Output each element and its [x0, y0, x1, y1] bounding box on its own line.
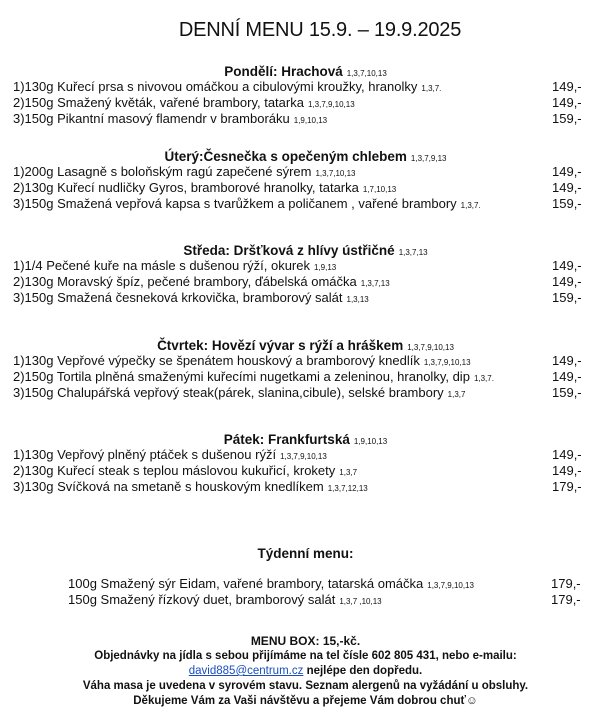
- menu-item: [0, 258, 611, 274]
- dish-price: 179,-: [552, 479, 582, 494]
- email-link[interactable]: david885@centrum.cz: [188, 665, 304, 677]
- dish-price: 149,-: [552, 353, 582, 368]
- dish-price: 149,-: [552, 95, 582, 110]
- dish-price: 149,-: [552, 463, 582, 478]
- menu-item: [0, 447, 611, 463]
- orders-note: nejlépe den dopředu.: [306, 665, 423, 677]
- dish-name: 1)130g Vepřové výpečky se špenátem houskový a bramborový knedlík: [13, 353, 420, 368]
- day-monday: [0, 64, 611, 127]
- dish-allergens: 1,7,10,13: [362, 185, 397, 194]
- dish-allergens: 1,9,13: [314, 263, 337, 272]
- dish-name: 100g Smažený sýr Eidam, vařené brambory, tatarská omáčka: [68, 576, 424, 591]
- dish-price: 159,-: [552, 385, 582, 400]
- dish-allergens: 1,3,7,9,10,13: [427, 581, 474, 590]
- day-soup: Pondělí: Hrachová: [224, 64, 343, 79]
- dish-name: 150g Smažený řízkový duet, bramborový salát: [68, 592, 336, 607]
- menu-item: [0, 353, 611, 369]
- menu-item: [0, 79, 611, 95]
- dish-allergens: 1,3,7,9,10,13: [423, 358, 471, 367]
- dish-price: 149,-: [552, 79, 582, 94]
- day-friday: [0, 432, 611, 495]
- dish-name: 3)150g Chalupářská vepřový steak(párek, slanina,cibule), selské brambory: [13, 385, 444, 400]
- dish-price: 179,-: [551, 592, 581, 607]
- dish-name: 2)130g Kuřecí steak s teplou máslovou kukuřicí, krokety: [13, 463, 336, 478]
- orders-text: Objednávky na jídla s sebou přijímáme na tel čísle 602 805 431, nebo e-mailu:: [94, 650, 517, 662]
- dish-price: 149,-: [552, 258, 582, 273]
- dish-name: 3)150g Smažená vepřová kapsa s tvarůžkem a poličanem , vařené brambory: [13, 196, 457, 211]
- dish-allergens: 1,3,7.: [460, 201, 481, 210]
- day-thursday: [0, 338, 611, 401]
- menu-box-price: MENU BOX: 15,-kč.: [250, 634, 361, 648]
- dish-name: 3)150g Smažená česneková krkovička, bramborový salát: [13, 290, 343, 305]
- dish-allergens: 1,3,7,10,13: [315, 169, 356, 178]
- soup-allergens: 1,3,7,13: [398, 248, 428, 257]
- thanks-text: Děkujeme Vám za Vaši návštěvu a přejeme Vám dobrou chuť☺: [133, 695, 478, 707]
- menu-item: [0, 385, 611, 401]
- day-heading: [0, 243, 611, 258]
- menu-item: [0, 95, 611, 111]
- dish-allergens: 1,3,7,9,10,13: [307, 100, 355, 109]
- dish-price: 149,-: [552, 447, 582, 462]
- soup-allergens: 1,3,7,10,13: [346, 69, 387, 78]
- menu-item: [0, 369, 611, 385]
- menu-item: [0, 290, 611, 306]
- dish-price: 149,-: [552, 180, 582, 195]
- dish-allergens: 1,3,7.: [421, 84, 442, 93]
- dish-price: 159,-: [552, 111, 582, 126]
- dish-name: 2)150g Smažený květák, vařené brambory, tatarka: [13, 95, 304, 110]
- menu-item: [0, 180, 611, 196]
- dish-allergens: 1,3,7 ,10,13: [339, 597, 382, 606]
- day-soup: Středa: Dršťková z hlívy ústřičné: [183, 243, 395, 258]
- soup-allergens: 1,3,7,9,13: [410, 154, 447, 163]
- day-soup: Úterý:Česnečka s opečeným chlebem: [164, 149, 407, 164]
- dish-price: 149,-: [552, 164, 582, 179]
- soup-allergens: 1,9,10,13: [353, 437, 388, 446]
- menu-item: [0, 164, 611, 180]
- menu-item: [0, 274, 611, 290]
- dish-allergens: 1,3,13: [346, 295, 369, 304]
- dish-name: 1)1/4 Pečené kuře na másle s dušenou rýží, okurek: [13, 258, 310, 273]
- weekly-menu: [0, 576, 611, 608]
- menu-item: [0, 479, 611, 495]
- day-heading: [0, 149, 611, 164]
- dish-allergens: 1,3,7,13: [360, 279, 390, 288]
- dish-price: 159,-: [552, 196, 582, 211]
- dish-price: 179,-: [551, 576, 581, 591]
- menu-item: [0, 576, 611, 592]
- dish-name: 2)130g Kuřecí nudličky Gyros, bramborové hranolky, tatarka: [13, 180, 359, 195]
- menu-item: [0, 111, 611, 127]
- day-tuesday: [0, 149, 611, 212]
- menu-item: [0, 196, 611, 212]
- day-wednesday: [0, 243, 611, 306]
- day-soup: Pátek: Frankfurtská: [223, 432, 350, 447]
- menu-item: [0, 463, 611, 479]
- dish-price: 159,-: [552, 290, 582, 305]
- dish-price: 149,-: [552, 274, 582, 289]
- soup-allergens: 1,3,7,9,10,13: [407, 343, 454, 352]
- menu-item: [0, 592, 611, 608]
- day-heading: [0, 338, 611, 353]
- menu-title: DENNÍ MENU 15.9. – 19.9.2025: [178, 19, 462, 41]
- weight-note: Váha masa je uvedena v syrovém stavu. Seznam alergenů na vyžádání u obsluhy.: [82, 680, 529, 692]
- weekly-menu-heading: Týdenní menu:: [257, 546, 354, 561]
- day-soup: Čtvrtek: Hovězí vývar s rýží a hráškem: [157, 338, 404, 353]
- day-heading: [0, 432, 611, 447]
- dish-allergens: 1,3,7,12,13: [327, 484, 368, 493]
- dish-allergens: 1,9,10,13: [293, 116, 328, 125]
- dish-name: 1)200g Lasagně s boloňským ragú zapečené sýrem: [13, 164, 312, 179]
- dish-name: 3)150g Pikantní masový flamendr v bramboráku: [13, 111, 290, 126]
- dish-name: 3)130g Svíčková na smetaně s houskovým knedlíkem: [13, 479, 324, 494]
- dish-name: 1)130g Kuřecí prsa s nivovou omáčkou a cibulovými kroužky, hranolky: [13, 79, 418, 94]
- day-heading: [0, 64, 611, 79]
- dish-allergens: 1,3,7.: [473, 374, 494, 383]
- dish-name: 2)150g Tortila plněná smaženými kuřecími nugetkami a zeleninou, hranolky, dip: [13, 369, 470, 384]
- dish-name: 1)130g Vepřový plněný ptáček s dušenou rýží: [13, 447, 277, 462]
- dish-allergens: 1,3,7,9,10,13: [280, 452, 327, 461]
- footer: [0, 634, 611, 709]
- dish-allergens: 1,3,7: [447, 390, 466, 399]
- dish-name: 2)130g Moravský špíz, pečené brambory, ďábelská omáčka: [13, 274, 357, 289]
- dish-price: 149,-: [552, 369, 582, 384]
- dish-allergens: 1,3,7: [339, 468, 358, 477]
